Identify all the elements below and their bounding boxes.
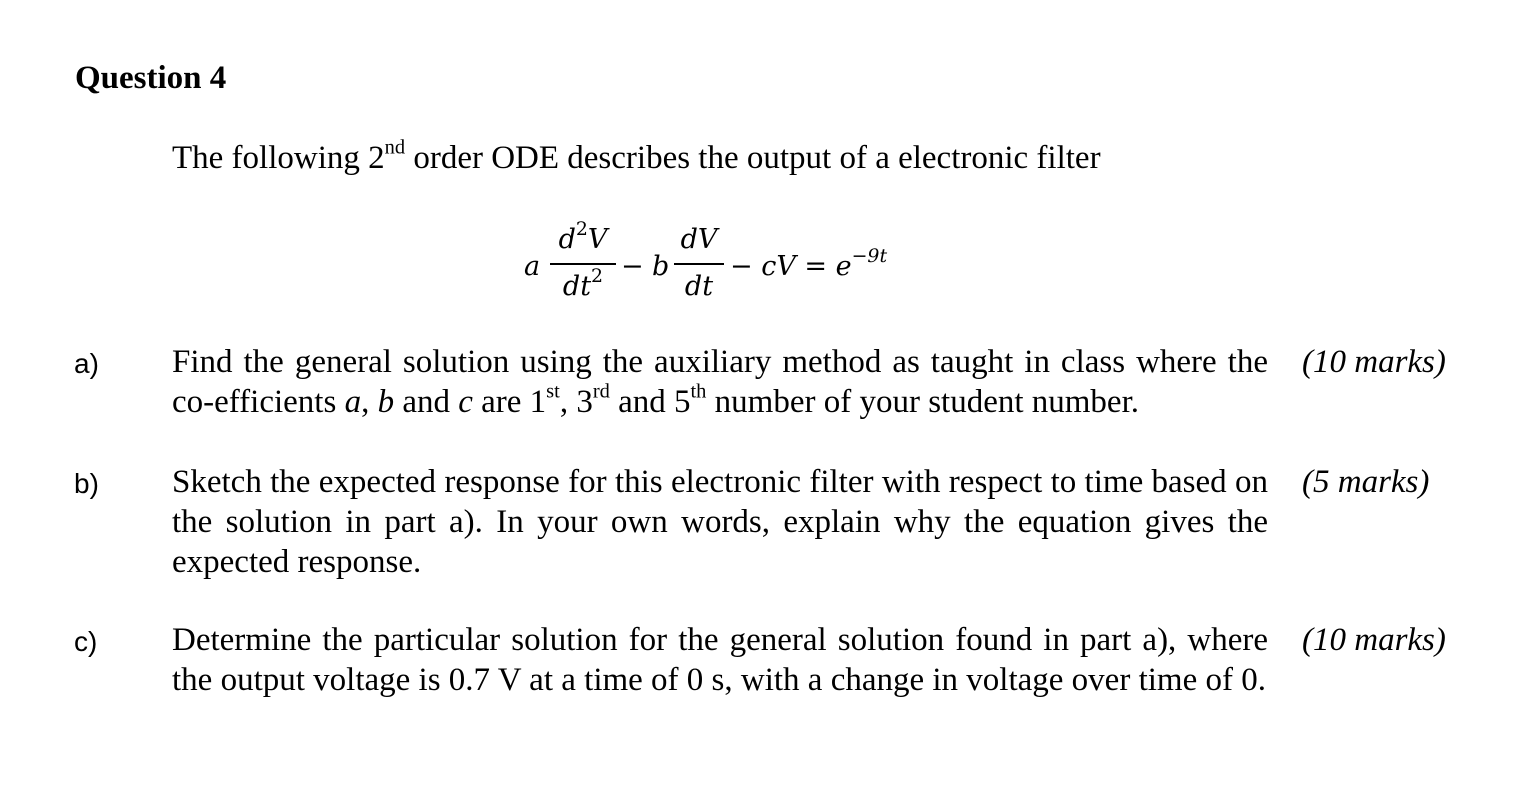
part-b-text: Sketch the expected response for this electronic filter with respect to time based on the solution in part a). In your own words, explain why the equation gives the expected response. (172, 464, 1268, 580)
part-c-marks: (10 marks) (1302, 622, 1446, 658)
minus-sign: − (621, 251, 644, 282)
part-a-text: Find the general solution using the auxiliary method as taught in class where the co-efficients a, b and c are 1st, 3rd and 5th number of your student number. (172, 344, 1268, 420)
coefficient-a: a (524, 251, 541, 282)
part-b-marks: (5 marks) (1302, 464, 1430, 500)
part-a-marks: (10 marks) (1302, 344, 1446, 380)
part-b-label: b) (74, 468, 99, 499)
equation-rhs: − cV = $e^{-9t}$ (730, 244, 888, 282)
second-derivative-fraction: $d^2V$ $dt^2$ (550, 218, 616, 307)
part-a-label: a) (74, 348, 99, 379)
question-heading: Question 4 (75, 60, 227, 96)
coefficient-b: b (652, 251, 670, 282)
first-derivative-fraction: dV dt (674, 218, 724, 307)
intro-text: The following 2nd order ODE describes the output of a electronic filter (172, 136, 1101, 176)
part-c-label: c) (74, 626, 98, 657)
part-c-text: Determine the particular solution for the general solution found in part a), where the output voltage is 0.7 V at a time of 0 s, with a change in voltage over time of 0. (172, 622, 1268, 698)
